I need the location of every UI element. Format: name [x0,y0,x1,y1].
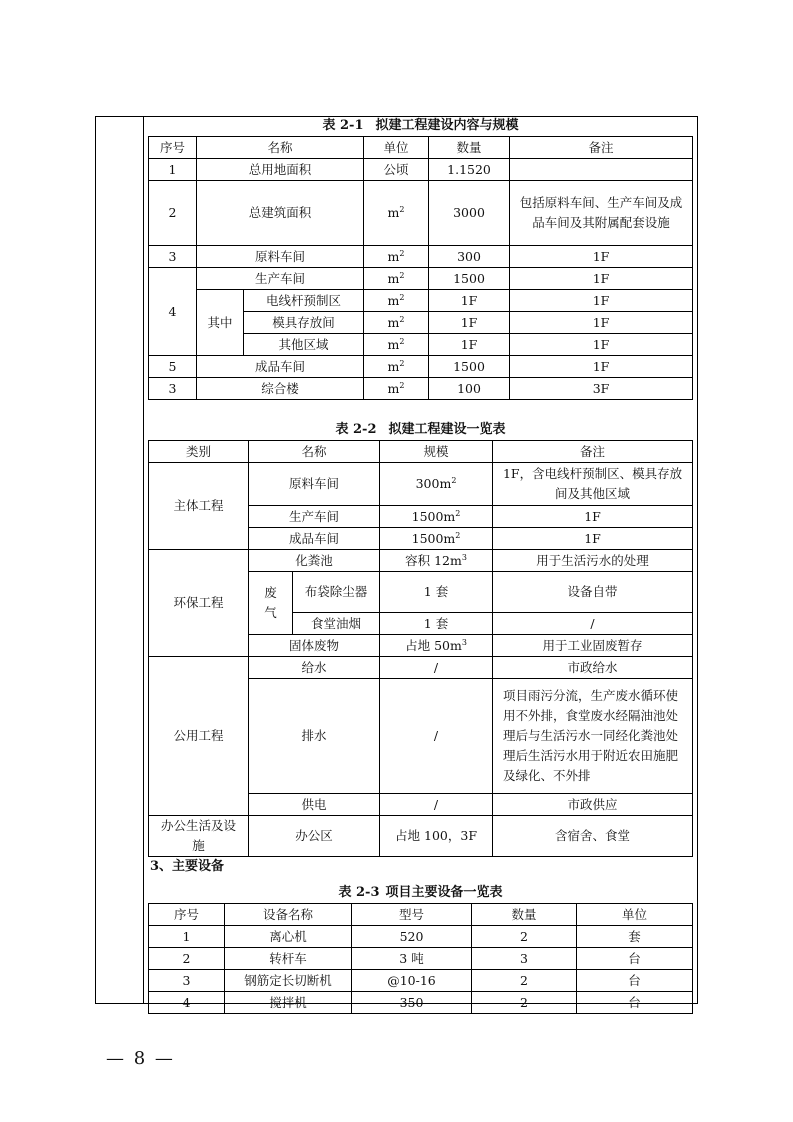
row-scale: / [380,794,493,816]
row-unit: 公顷 [364,159,429,181]
table-row [149,948,693,970]
row-name: 供电 [249,794,380,816]
row-unit: $m^2$ [364,312,429,334]
row-number: 2 [149,181,197,246]
row-number: 3 [149,246,197,268]
row-note: 项目雨污分流，生产废水循环使用不外排，食堂废水经隔油池处理后与生活污水一同经化粪池处理后生活污水用于附近农田施肥及绿化、不外排 [493,679,693,794]
table-2-3-caption [148,883,693,903]
row-note [510,159,693,181]
row-note: / [493,613,693,635]
row-qty: 1.1520 [429,159,510,181]
table-row [149,290,693,312]
table-row [149,926,693,948]
row-note: 1F [510,246,693,268]
row-name: 办公区 [249,816,380,857]
document-content [148,116,693,1014]
header-cell: 备注 [510,137,693,159]
category-cell: 办公生活及设施 [149,816,249,857]
table-row [149,657,693,679]
row-name: 原料车间 [249,463,380,506]
row-qty: 100 [429,378,510,400]
row-name: 原料车间 [197,246,364,268]
table-row [149,816,693,857]
header-cell: 备注 [493,441,693,463]
row-name: 总建筑面积 [197,181,364,246]
row-note: 1F [493,506,693,528]
row-name: 排水 [249,679,380,794]
row-unit: $m^2$ [364,334,429,356]
header-cell: 序号 [149,137,197,159]
table-header-row [149,441,693,463]
row-note: 1F [510,356,693,378]
header-cell: 数量 [429,137,510,159]
table-row [149,550,693,572]
row-model: 3 吨 [352,948,472,970]
row-name: 成品车间 [249,528,380,550]
row-name: 离心机 [225,926,352,948]
table-header-row [149,137,693,159]
header-cell: 序号 [149,904,225,926]
table-number: 表 2-1 [322,118,364,133]
row-note: 1F [493,528,693,550]
row-note: 用于工业固废暂存 [493,635,693,657]
row-name: 生产车间 [197,268,364,290]
table-2-2-caption [148,420,693,440]
row-model: @10-16 [352,970,472,992]
sub-group-label: 其中 [197,290,244,356]
row-note: 1F [510,268,693,290]
header-cell: 单位 [364,137,429,159]
row-unit: 台 [577,970,693,992]
row-name: 搅拌机 [225,992,352,1014]
row-note: 包括原料车间、生产车间及成品车间及其附属配套设施 [510,181,693,246]
row-unit: $m^2$ [364,378,429,400]
table-2-2 [148,440,693,857]
header-cell: 单位 [577,904,693,926]
row-scale: $300m^2$ [380,463,493,506]
row-name: 电线杆预制区 [244,290,364,312]
row-note: 1F [510,290,693,312]
row-name: 其他区域 [244,334,364,356]
row-name: 成品车间 [197,356,364,378]
row-note: 市政供应 [493,794,693,816]
row-note: 1F，含电线杆预制区、模具存放间及其他区域 [493,463,693,506]
table-row [149,159,693,181]
row-number: 4 [149,268,197,356]
row-qty: 3000 [429,181,510,246]
table-title: 项目主要设备一览表 [385,885,503,900]
table-number: 表 2-3 [338,885,380,900]
row-name: 布袋除尘器 [293,572,380,613]
row-note: 1F [510,334,693,356]
table-2-1-caption [148,116,693,136]
row-name: 钢筋定长切断机 [225,970,352,992]
section-heading: 3、主要设备 [150,859,225,874]
row-note: 设备自带 [493,572,693,613]
row-number: 4 [149,992,225,1014]
row-qty: 3 [472,948,577,970]
page-number: — 8 — [106,1048,175,1069]
row-note: 1F [510,312,693,334]
row-model: 350 [352,992,472,1014]
row-scale: / [380,657,493,679]
header-cell: 名称 [249,441,380,463]
row-name: 固体废物 [249,635,380,657]
row-unit: $m^2$ [364,356,429,378]
row-qty: 2 [472,970,577,992]
row-name: 生产车间 [249,506,380,528]
frame-divider [143,116,144,1004]
table-header-row [149,904,693,926]
table-row [149,378,693,400]
table-row [149,246,693,268]
header-cell: 规模 [380,441,493,463]
category-cell: 环保工程 [149,550,249,657]
table-row [149,970,693,992]
table-number: 表 2-2 [335,422,377,437]
row-note: 3F [510,378,693,400]
table-row [149,181,693,246]
row-unit: $m^2$ [364,290,429,312]
row-name: 给水 [249,657,380,679]
row-qty: 1F [429,334,510,356]
row-scale: 占地 $50m^3$ [380,635,493,657]
header-cell: 类别 [149,441,249,463]
table-row [149,463,693,506]
row-qty: 2 [472,926,577,948]
row-number: 1 [149,159,197,181]
row-name: 转杆车 [225,948,352,970]
row-unit: $m^2$ [364,181,429,246]
row-note: 含宿舍、食堂 [493,816,693,857]
row-unit: $m^2$ [364,268,429,290]
row-qty: 1500 [429,356,510,378]
header-cell: 数量 [472,904,577,926]
header-cell: 名称 [197,137,364,159]
table-title: 拟建工程建设内容与规模 [375,118,519,133]
table-row [149,356,693,378]
row-qty: 1500 [429,268,510,290]
row-note: 市政给水 [493,657,693,679]
sub-group-label: 废气 [249,572,293,635]
row-number: 3 [149,970,225,992]
row-qty: 1F [429,290,510,312]
row-unit: 套 [577,926,693,948]
row-number: 3 [149,378,197,400]
row-scale: $1500m^2$ [380,528,493,550]
table-row [149,992,693,1014]
row-scale: 占地 100，3F [380,816,493,857]
category-cell: 主体工程 [149,463,249,550]
row-unit: 台 [577,948,693,970]
table-2-3 [148,903,693,1014]
row-scale: 容积 $12m^3$ [380,550,493,572]
category-cell: 公用工程 [149,657,249,816]
table-title: 拟建工程建设一览表 [388,422,506,437]
row-qty: 1F [429,312,510,334]
row-scale: / [380,679,493,794]
row-scale: 1 套 [380,572,493,613]
row-name: 综合楼 [197,378,364,400]
row-name: 化粪池 [249,550,380,572]
row-scale: 1 套 [380,613,493,635]
row-model: 520 [352,926,472,948]
header-cell: 设备名称 [225,904,352,926]
row-name: 食堂油烟 [293,613,380,635]
table-2-1 [148,136,693,400]
table-row [149,268,693,290]
row-name: 总用地面积 [197,159,364,181]
row-scale: $1500m^2$ [380,506,493,528]
row-number: 1 [149,926,225,948]
row-qty: 300 [429,246,510,268]
row-unit: 台 [577,992,693,1014]
row-note: 用于生活污水的处理 [493,550,693,572]
row-qty: 2 [472,992,577,1014]
row-number: 2 [149,948,225,970]
row-name: 模具存放间 [244,312,364,334]
row-unit: $m^2$ [364,246,429,268]
row-number: 5 [149,356,197,378]
header-cell: 型号 [352,904,472,926]
